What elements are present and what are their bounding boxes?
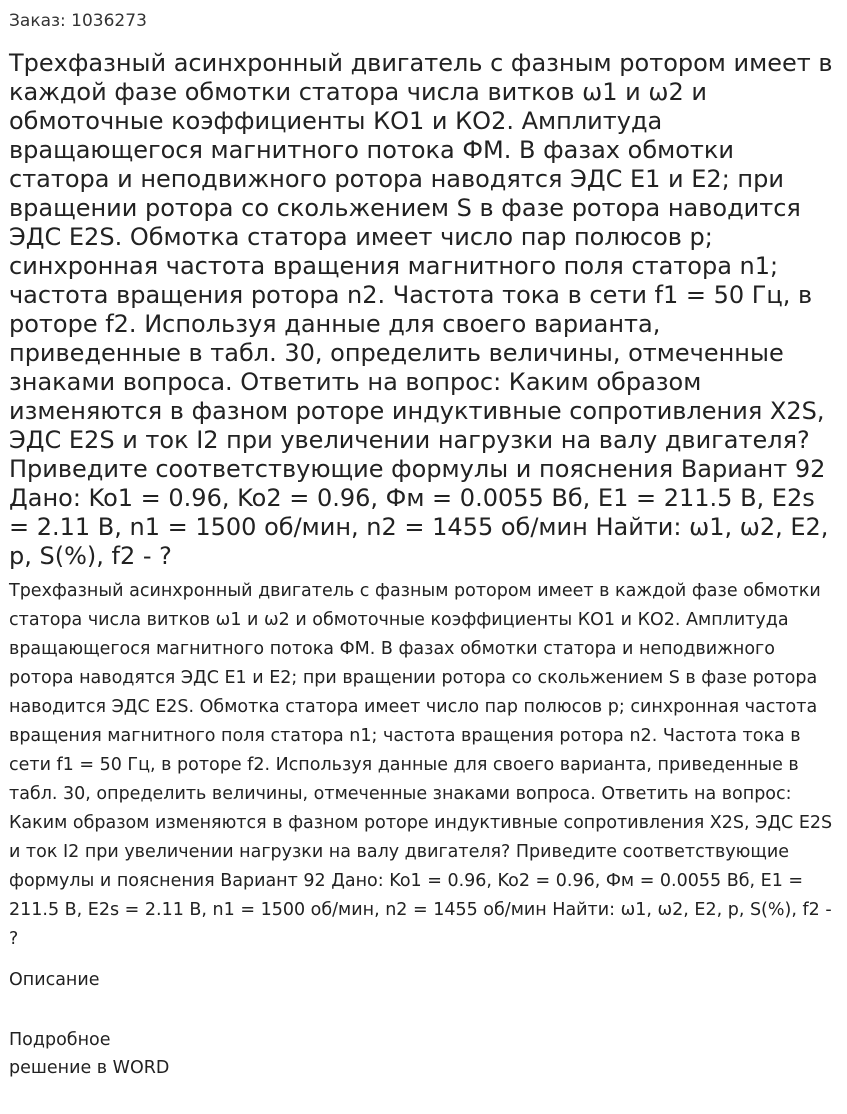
description-heading: Описание — [9, 970, 100, 990]
order-number: Заказ: 1036273 — [9, 11, 147, 31]
problem-description: Трехфазный асинхронный двигатель с фазным ротором имеет в каждой фазе обмотки статора числа витков ω1 и ω2 и обмоточные коэффициенты КО1 и КО2. Амплитуда вращающегося магнитного потока ФМ. В фазах обмотки статора и неподвижного ротора наводятся ЭДС Е1 и Е2; при вращении ротора со скольжением S в фазе ротора наводится ЭДС E2S. Обмотка статора имеет число пар полюсов p; синхронная частота вращения магнитного поля статора n1; частота вращения ротора n2. Частота тока в сети f1 = 50 Гц, в роторе f2. Используя данные для своего варианта, приведенные в табл. 30, определить величины, отмеченные знаками вопроса. Ответить на вопрос: Каким образом изменяются в фазном роторе индуктивные сопротивления X2S, ЭДС E2S и ток I2 при увеличении нагрузки на валу двигателя? Приведите соответствующие формулы и пояснения Вариант 92 Дано: Ko1 = 0.96, Ko2 = 0.96, Фм = 0.0055 Вб, E1 = 211.5 В, E2s = 2.11 В, n1 = 1500 об/мин, n2 = 1455 об/мин Найти: ω1, ω2, E2, p, S(%), f2 - ? — [9, 581, 833, 949]
problem-title: Трехфазный асинхронный двигатель с фазным ротором имеет в каждой фазе обмотки статора числа витков ω1 и ω2 и обмоточные коэффициенты КО1 и КО2. Амплитуда вращающегося магнитного потока ФМ. В фазах обмотки статора и неподвижного ротора наводятся ЭДС Е1 и Е2; при вращении ротора со скольжением S в фазе ротора наводится ЭДС E2S. Обмотка статора имеет число пар полюсов p; синхронная частота вращения магнитного поля статора n1; частота вращения ротора n2. Частота тока в сети f1 = 50 Гц, в роторе f2. Используя данные для своего варианта, приведенные в табл. 30, определить величины, отмеченные знаками вопроса. Ответить на вопрос: Каким образом изменяются в фазном роторе индуктивные сопротивления X2S, ЭДС E2S и ток I2 при увеличении нагрузки на валу двигателя? Приведите соответствующие формулы и пояснения Вариант 92 Дано: Ko1 = 0.96, Ko2 = 0.96, Фм = 0.0055 Вб, E1 = 211.5 В, E2s = 2.11 В, n1 = 1500 об/мин, n2 = 1455 об/мин Найти: ω1, ω2, E2, p, S(%), f2 - ? — [9, 49, 833, 570]
solution-note — [9, 1026, 838, 1082]
solution-note-line-2: решение в WORD — [9, 1058, 170, 1078]
solution-note-line-1: Подробное — [9, 1030, 111, 1050]
